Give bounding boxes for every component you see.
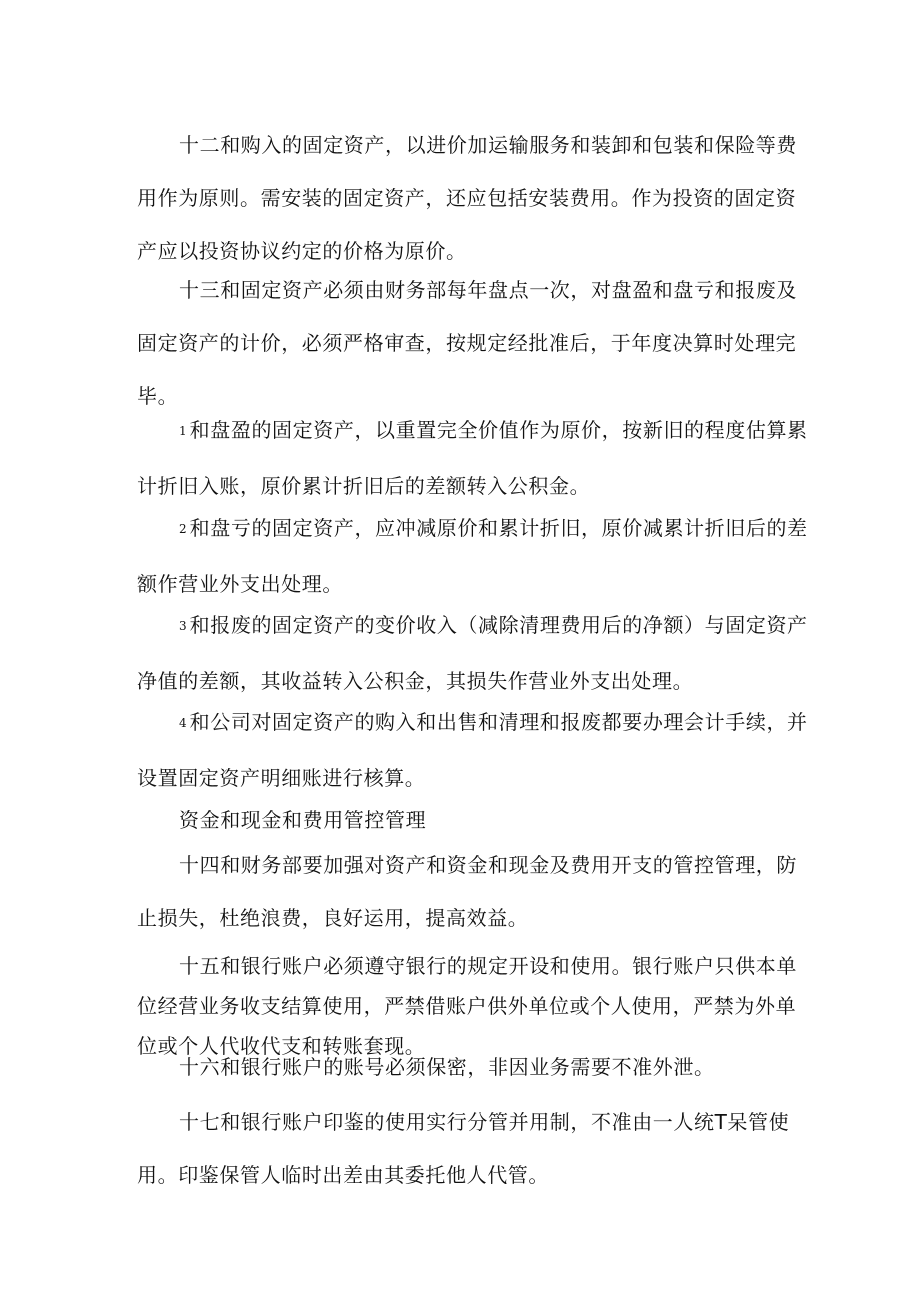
paragraph-article-12 (137, 119, 797, 278)
text-line: 止损失，杜绝浪费，良好运用，提高效益。 (137, 906, 529, 930)
paragraph-item-3 (137, 599, 808, 708)
text-line (137, 696, 808, 752)
text-line: 十五和银行账户必须遵守银行的规定开设和使用。银行账户只供本单 (179, 954, 797, 978)
item-number: 1 (179, 424, 187, 438)
paragraph-item-1 (137, 404, 808, 513)
text-line (137, 502, 808, 558)
text-line-content: 和盘亏的固定资产，应冲减原价和累计折旧，原价减累计折旧后的差 (189, 516, 808, 540)
text-line: 十六和银行账户的账号必须保密，非因业务需要不准外泄。 (179, 1055, 715, 1079)
text-line: 位或个人代收代支和转账套现。 (137, 1034, 426, 1058)
text-line: 用。印鉴保管人临时出差由其委托他人代管。 (137, 1163, 549, 1187)
text-line: 位经营业务收支结算使用，严禁借账户供外单位或个人使用，严禁为外单 (137, 994, 797, 1018)
text-line: 十二和购入的固定资产，以进价加运输服务和装卸和包装和保险等费 (179, 133, 797, 157)
text-line-content: 和公司对固定资产的购入和出售和清理和报废都要办理会计手续，并 (189, 710, 808, 734)
item-number: 3 (179, 619, 187, 633)
text-line: 设置固定资产明细账进行核算。 (137, 766, 426, 790)
text-line: 毕。 (137, 384, 179, 408)
paragraph-article-13 (137, 264, 797, 423)
text-line: 用作为原则。需安装的固定资产，还应包括安装费用。作为投资的固定资 (137, 186, 797, 210)
text-line: 净值的差额，其收益转入公积金，其损失作营业外支出处理。 (137, 669, 694, 693)
text-line: 资金和现金和费用管控管理 (179, 808, 427, 832)
item-number: 2 (179, 522, 187, 536)
text-line: 固定资产的计价，必须严格审查，按规定经批准后，于年度决算时处理完 (137, 331, 797, 355)
item-number: 4 (179, 716, 187, 730)
paragraph-item-2 (137, 502, 808, 611)
text-line-content: 和盘盈的固定资产，以重置完全价值作为原价，按新旧的程度估算累 (189, 418, 808, 442)
text-line: 计折旧入账，原价累计折旧后的差额转入公积金。 (137, 474, 591, 498)
text-line: 十七和银行账户印鉴的使用实行分管并用制，不准由一人统T呆管使 (179, 1110, 790, 1134)
text-line: 十四和财务部要加强对资产和资金和现金及费用开支的管控管理，防 (179, 853, 797, 877)
paragraph-article-16 (137, 1041, 785, 1094)
text-line: 十三和固定资产必须由财务部每年盘点一次，对盘盈和盘亏和报废及 (179, 278, 797, 302)
text-line-content: 和报废的固定资产的变价收入（减除清理费用后的净额）与固定资产 (189, 613, 808, 637)
text-line (137, 404, 808, 460)
text-line: 产应以投资协议约定的价格为原价。 (137, 239, 467, 263)
paragraph-item-4 (137, 696, 808, 805)
text-line (137, 599, 808, 655)
paragraph-article-14 (137, 839, 797, 945)
text-line: 额作营业外支出处理。 (137, 572, 343, 596)
paragraph-article-17 (137, 1096, 790, 1202)
